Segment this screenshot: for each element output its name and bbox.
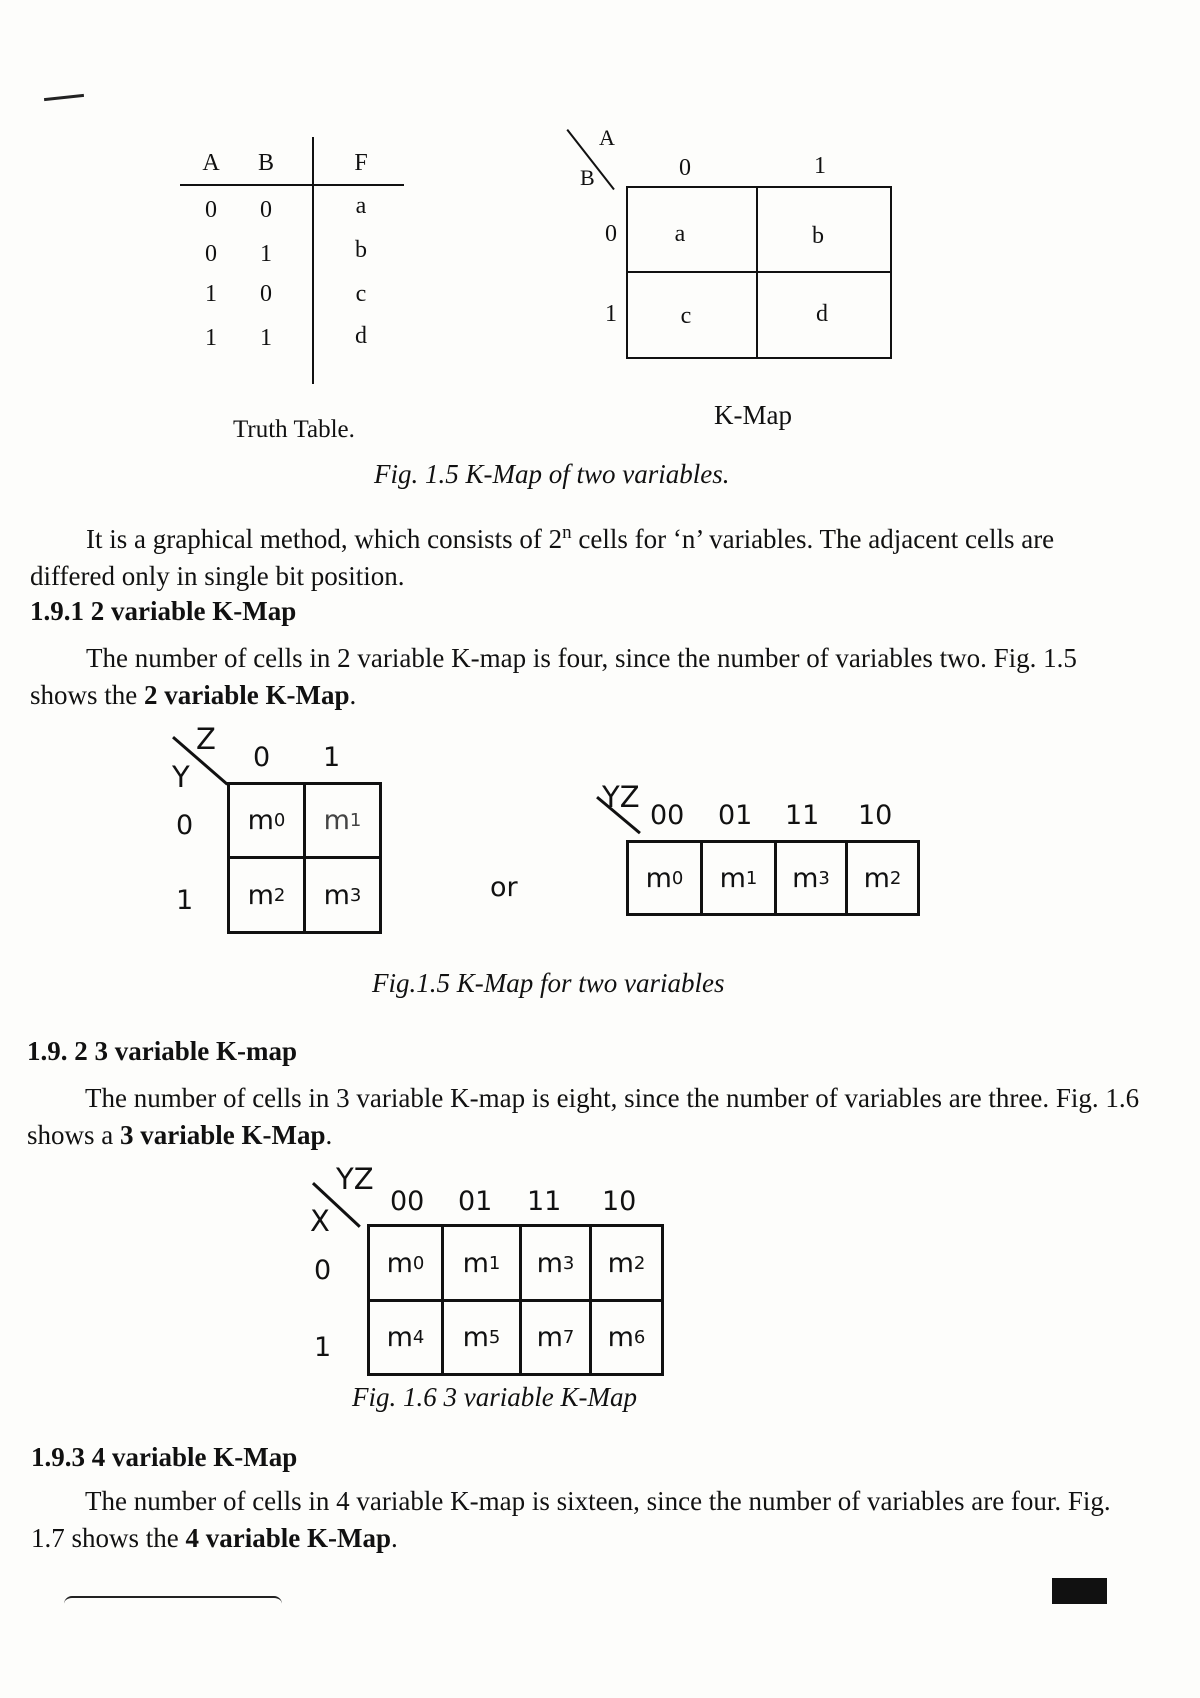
kmap-var-col: A — [599, 125, 615, 150]
para-text: The number of cells in 4 variable K-map is sixteen, since the number of variables are four. Fig. 1.7 shows the — [31, 1486, 1111, 1553]
kmap-grid-hline — [626, 271, 892, 273]
kmap-var-col: Z — [196, 722, 216, 756]
intro-paragraph — [30, 514, 1140, 595]
section-heading-192: 1.9. 2 3 variable K-map — [27, 1036, 297, 1066]
kmap-cell: m 3 — [792, 862, 830, 894]
tt-label: Truth Table. — [233, 416, 355, 443]
kmap-col-header: 01 — [718, 800, 753, 831]
kmap-col-header: 11 — [527, 1186, 562, 1217]
tt-header-f: F — [354, 149, 368, 176]
kmap-label: K-Map — [714, 400, 792, 430]
kmap-row-header: 0 — [605, 220, 617, 247]
kmap-cell: m 2 — [863, 862, 902, 894]
kmap-var-col: YZ — [336, 1162, 374, 1196]
kmap-cell: m 7 — [536, 1322, 575, 1353]
kmap-col-header: 11 — [785, 800, 820, 831]
kmap-col-header: 10 — [858, 800, 893, 831]
kmap-col-header: 01 — [458, 1186, 493, 1217]
kmap-cell: b — [812, 222, 824, 249]
figure-caption: Fig. 1.6 3 variable K-Map — [352, 1382, 637, 1412]
tt-column-rule — [312, 137, 314, 384]
tt-cell: 0 — [205, 240, 217, 267]
kmap-cell: m 0 — [645, 862, 684, 894]
section-heading-191: 1.9.1 2 variable K-Map — [30, 596, 297, 626]
tt-cell: 0 — [205, 196, 217, 223]
section-heading-193: 1.9.3 4 variable K-Map — [31, 1442, 298, 1472]
kmap-cell: m 4 — [386, 1322, 425, 1353]
intro-text-a: It is a graphical method, which consists of 2 — [86, 524, 563, 554]
kmap-row-header: 1 — [605, 300, 617, 327]
kmap-cell: m 1 — [462, 1247, 501, 1279]
tt-cell: 0 — [260, 196, 272, 223]
kmap-cell: d — [816, 300, 828, 327]
kmap-col-header: 1 — [323, 742, 341, 773]
figure-caption: Fig.1.5 K-Map for two variables — [372, 968, 725, 998]
para-bold: 3 variable K-Map — [120, 1120, 326, 1150]
section-paragraph-193 — [31, 1483, 1151, 1557]
kmap-row-header: 1 — [314, 1332, 332, 1363]
tt-cell: 1 — [205, 324, 217, 351]
kmap-var-row: Y — [172, 760, 190, 794]
kmap-col-header: 0 — [679, 154, 691, 181]
kmap-cell: m 1 — [719, 862, 758, 894]
kmap-row-header: 0 — [176, 810, 194, 841]
figure-caption: Fig. 1.5 K-Map of two variables. — [374, 459, 730, 489]
tt-cell: 1 — [205, 280, 217, 307]
kmap-col-header: 0 — [253, 742, 271, 773]
para-end: . — [390, 1523, 398, 1553]
kmap-var-row: X — [310, 1204, 330, 1238]
tt-header-a: A — [202, 149, 220, 176]
scan-mark — [44, 94, 84, 101]
tt-cell: d — [355, 322, 367, 349]
kmap-cell: c — [680, 302, 692, 329]
kmap-col-header: 10 — [602, 1186, 637, 1217]
section-paragraph-191 — [30, 640, 1140, 714]
kmap-cell: m 2 — [607, 1247, 646, 1279]
para-end: . — [349, 680, 357, 710]
tt-cell: b — [355, 236, 367, 263]
tt-cell: 1 — [260, 324, 272, 351]
kmap-cell: m 6 — [607, 1322, 646, 1353]
kmap-col-header: 00 — [650, 800, 685, 831]
tt-cell: 0 — [260, 280, 272, 307]
kmap-var-row: B — [580, 165, 595, 190]
or-label: or — [490, 872, 518, 903]
tt-cell: 1 — [260, 240, 272, 267]
kmap-cell: m 3 — [323, 879, 362, 911]
page-number-badge — [1052, 1578, 1107, 1604]
kmap-col-header: 00 — [390, 1186, 425, 1217]
para-bold: 2 variable K-Map — [144, 680, 350, 710]
kmap-cell: m 0 — [386, 1247, 425, 1279]
tt-cell: c — [355, 280, 367, 307]
kmap-cell: m 5 — [462, 1322, 501, 1353]
footer-rule — [64, 1596, 282, 1606]
tt-header-b: B — [257, 149, 274, 176]
kmap-cell: a — [674, 220, 686, 247]
section-paragraph-192 — [27, 1080, 1147, 1154]
kmap-row-header: 1 — [176, 885, 194, 916]
kmap-cell: m 3 — [536, 1247, 575, 1279]
kmap-col-header: 1 — [814, 152, 826, 179]
kmap-cell: m 0 — [247, 805, 286, 836]
kmap-row-header: 0 — [314, 1255, 332, 1286]
para-bold: 4 variable K-Map — [185, 1523, 391, 1553]
para-text: The number of cells in 3 variable K-map is eight, since the number of variables are three. Fig. 1.6 shows a — [27, 1083, 1140, 1150]
tt-cell: a — [355, 192, 367, 219]
para-text: The number of cells in 2 variable K-map is four, since the number of variables two. Fig. 1.5 shows the — [30, 643, 1077, 710]
intro-text-b: cells for ‘n’ variables. The adjacent cells are differed only in single bit position. — [30, 524, 1055, 591]
tt-header-rule — [180, 184, 404, 186]
intro-sup: n — [562, 522, 572, 543]
kmap-var: YZ — [602, 780, 640, 814]
kmap-cell: m 2 — [247, 879, 286, 911]
para-end: . — [325, 1120, 333, 1150]
kmap-cell: m 1 — [323, 805, 362, 836]
